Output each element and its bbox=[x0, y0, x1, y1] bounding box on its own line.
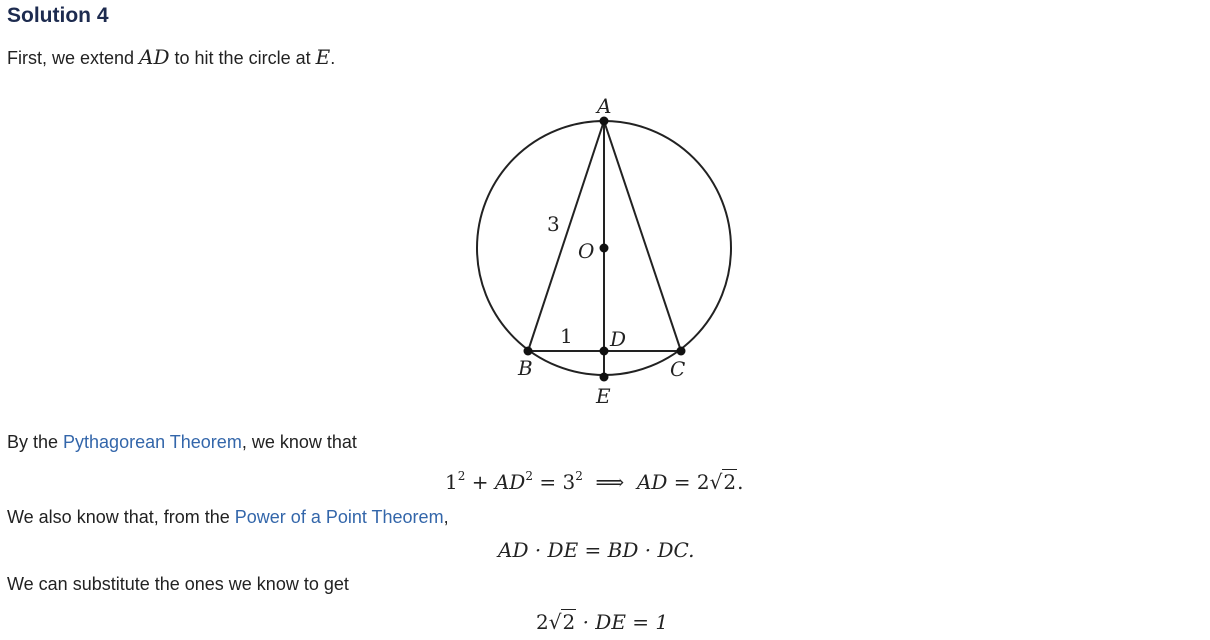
point-e-dot bbox=[600, 373, 609, 382]
intro-text-after: . bbox=[330, 48, 336, 68]
eq3-radicand: 2 bbox=[562, 610, 576, 634]
pythagorean-paragraph bbox=[7, 430, 357, 454]
label-o: O bbox=[578, 239, 595, 263]
intro-paragraph bbox=[7, 45, 335, 70]
point-b-dot bbox=[524, 347, 533, 356]
p3-text-after: , bbox=[443, 507, 449, 527]
solution-heading: Solution 4 bbox=[7, 4, 109, 27]
p2-text-before: By the bbox=[7, 432, 64, 452]
segment-ab bbox=[528, 121, 604, 351]
point-o-dot bbox=[600, 244, 609, 253]
segment-ad: AD bbox=[139, 45, 170, 69]
label-d: D bbox=[610, 327, 627, 351]
eq2-text: AD · DE = BD · DC. bbox=[498, 538, 695, 562]
eq3-rest: · DE = 1 bbox=[582, 610, 669, 634]
intro-text-before: First, we extend bbox=[7, 48, 140, 68]
eq1-rhs-ad: AD bbox=[636, 470, 668, 494]
label-side-ab: 3 bbox=[547, 212, 560, 236]
eq1-one: 1 bbox=[445, 470, 458, 494]
eq3-coef: 2 bbox=[536, 610, 549, 634]
eq1-exp-2: 2 bbox=[525, 469, 533, 483]
power-of-point-paragraph bbox=[7, 505, 449, 529]
point-d-dot bbox=[600, 347, 609, 356]
eq1-end: . bbox=[737, 470, 744, 494]
point-c-dot bbox=[677, 347, 686, 356]
p2-text-after: , we know that bbox=[241, 432, 357, 452]
label-e: E bbox=[596, 384, 611, 408]
equation-power-of-point bbox=[498, 538, 694, 562]
p3-text-before: We also know that, from the bbox=[7, 507, 235, 527]
eq1-exp-3: 2 bbox=[575, 469, 583, 483]
substitute-paragraph: We can substitute the ones we know to get bbox=[7, 574, 349, 594]
sqrt-symbol: √2 bbox=[709, 470, 737, 494]
segment-ac bbox=[604, 121, 681, 351]
equation-substitution bbox=[536, 610, 668, 634]
eq1-three: 3 bbox=[562, 470, 576, 494]
point-e: E bbox=[315, 45, 331, 69]
sqrt-symbol-2: √2 bbox=[548, 610, 576, 634]
label-side-bd: 1 bbox=[560, 324, 573, 348]
intro-text-middle: to hit the circle at bbox=[169, 48, 316, 68]
label-a: A bbox=[597, 94, 612, 118]
label-c: C bbox=[670, 357, 686, 381]
power-of-a-point-link[interactable]: Power of a Point Theorem bbox=[234, 507, 444, 527]
pythagorean-theorem-link[interactable]: Pythagorean Theorem bbox=[63, 432, 242, 452]
eq1-ad: AD bbox=[494, 470, 526, 494]
eq1-coef: 2 bbox=[696, 470, 710, 494]
equation-pythagorean: $1^2 + AD^2 = 3^2$ ⟹ AD = 2√2. bbox=[445, 469, 744, 494]
geometry-figure bbox=[460, 88, 760, 418]
eq1-radicand: 2 bbox=[723, 470, 737, 494]
eq1-exp-1: 2 bbox=[457, 469, 466, 483]
label-b: B bbox=[518, 356, 533, 380]
